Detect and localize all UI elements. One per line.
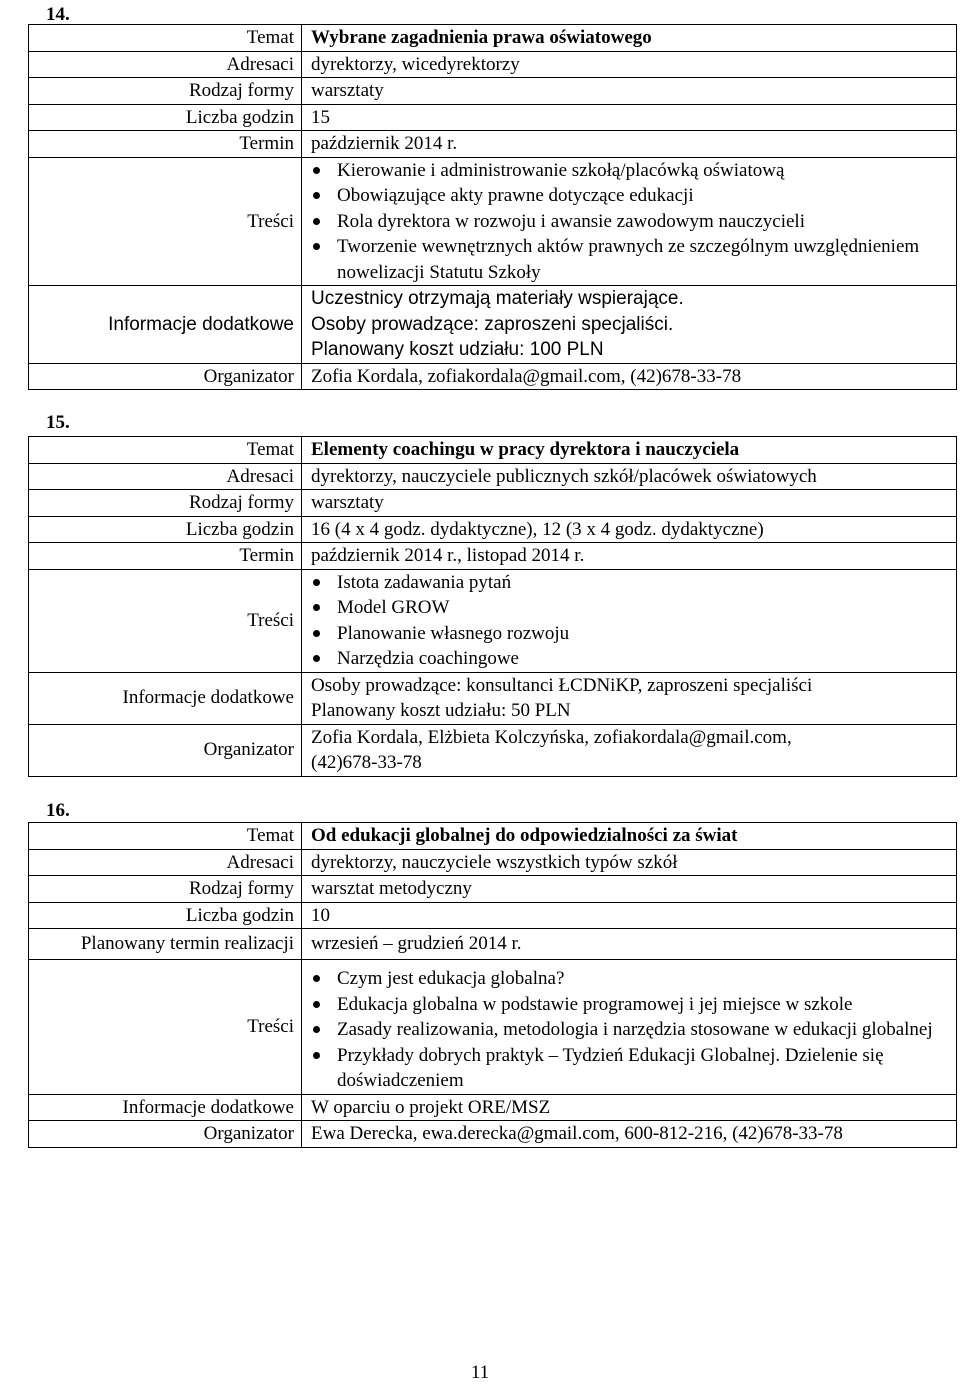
row-rodzaj — [29, 876, 957, 903]
row-temat — [29, 437, 957, 464]
row-termin — [29, 929, 957, 960]
label-rodzaj: Rodzaj formy — [29, 78, 302, 105]
label-godzin: Liczba godzin — [29, 516, 302, 543]
row-organizator — [29, 724, 957, 776]
value-adresaci: dyrektorzy, nauczyciele publicznych szkół/placówek oświatowych — [302, 463, 957, 490]
content-list — [311, 158, 950, 286]
value-tresci — [302, 157, 957, 286]
organizer-line: Zofia Kordala, Elżbieta Kolczyńska, zofiakordala@gmail.com, — [311, 726, 792, 748]
label-tresci: Treści — [29, 157, 302, 286]
row-organizator — [29, 1121, 957, 1148]
row-info — [29, 286, 957, 364]
list-item: Obowiązujące akty prawne dotyczące edukacji — [311, 183, 950, 209]
course-table — [28, 24, 957, 390]
list-item: Model GROW — [311, 595, 950, 621]
content-list — [311, 966, 950, 1094]
label-organizator: Organizator — [29, 1121, 302, 1148]
row-rodzaj — [29, 490, 957, 517]
info-line: Planowany koszt udziału: 50 PLN — [311, 700, 571, 721]
list-item: Kierowanie i administrowanie szkołą/placówką oświatową — [311, 158, 950, 184]
label-temat: Temat — [29, 25, 302, 52]
list-item: Narzędzia coachingowe — [311, 646, 950, 672]
page-number: 11 — [470, 1362, 490, 1383]
value-adresaci: dyrektorzy, wicedyrektorzy — [302, 51, 957, 78]
label-info: Informacje dodatkowe — [29, 672, 302, 724]
value-temat: Elementy coachingu w pracy dyrektora i nauczyciela — [302, 437, 957, 464]
info-line: Uczestnicy otrzymają materiały wspierające. — [311, 288, 684, 309]
row-adresaci — [29, 849, 957, 876]
label-adresaci: Adresaci — [29, 51, 302, 78]
value-godzin: 15 — [302, 104, 957, 131]
course-table — [28, 822, 957, 1148]
info-line: Osoby prowadzące: zaproszeni specjaliści. — [311, 313, 674, 335]
organizer-line: (42)678-33-78 — [311, 752, 422, 773]
row-tresci — [29, 157, 957, 286]
label-organizator: Organizator — [29, 363, 302, 390]
value-organizator: Zofia Kordala, zofiakordala@gmail.com, (42)678-33-78 — [302, 363, 957, 390]
label-tresci: Treści — [29, 569, 302, 672]
label-info: Informacje dodatkowe — [29, 286, 302, 364]
list-item: Przykłady dobrych praktyk – Tydzień Edukacji Globalnej. Dzielenie się doświadczeniem — [311, 1043, 950, 1094]
value-rodzaj: warsztaty — [302, 490, 957, 517]
value-rodzaj: warsztaty — [302, 78, 957, 105]
label-info: Informacje dodatkowe — [29, 1094, 302, 1121]
value-tresci — [302, 569, 957, 672]
value-termin: październik 2014 r., listopad 2014 r. — [302, 543, 957, 570]
course-table — [28, 436, 957, 777]
row-termin — [29, 543, 957, 570]
info-line: Osoby prowadzące: konsultanci ŁCDNiKP, zaproszeni specjaliści — [311, 674, 813, 696]
row-adresaci — [29, 463, 957, 490]
list-item: Edukacja globalna w podstawie programowej i jej miejsce w szkole — [311, 992, 950, 1018]
value-info: W oparciu o projekt ORE/MSZ — [302, 1094, 957, 1121]
row-godzin — [29, 104, 957, 131]
list-item: Planowanie własnego rozwoju — [311, 621, 950, 647]
list-item: Czym jest edukacja globalna? — [311, 966, 950, 992]
label-godzin: Liczba godzin — [29, 104, 302, 131]
section-number: 15. — [46, 412, 70, 433]
value-godzin: 10 — [302, 902, 957, 929]
label-rodzaj: Rodzaj formy — [29, 876, 302, 903]
row-godzin — [29, 516, 957, 543]
value-organizator — [302, 724, 957, 776]
value-organizator: Ewa Derecka, ewa.derecka@gmail.com, 600-812-216, (42)678-33-78 — [302, 1121, 957, 1148]
info-line: Planowany koszt udziału: 100 PLN — [311, 339, 604, 360]
label-adresaci: Adresaci — [29, 463, 302, 490]
value-temat: Od edukacji globalnej do odpowiedzialności za świat — [302, 823, 957, 850]
label-temat: Temat — [29, 437, 302, 464]
row-info — [29, 672, 957, 724]
label-termin: Termin — [29, 543, 302, 570]
value-info — [302, 286, 957, 364]
label-termin: Planowany termin realizacji — [29, 929, 302, 960]
label-rodzaj: Rodzaj formy — [29, 490, 302, 517]
section-number: 16. — [46, 800, 70, 821]
row-termin — [29, 131, 957, 158]
value-adresaci: dyrektorzy, nauczyciele wszystkich typów szkół — [302, 849, 957, 876]
label-temat: Temat — [29, 823, 302, 850]
content-list — [311, 570, 950, 672]
list-item: Zasady realizowania, metodologia i narzędzia stosowane w edukacji globalnej — [311, 1017, 950, 1043]
label-godzin: Liczba godzin — [29, 902, 302, 929]
value-temat: Wybrane zagadnienia prawa oświatowego — [302, 25, 957, 52]
list-item: Tworzenie wewnętrznych aktów prawnych ze szczególnym uwzględnieniem nowelizacji Statutu Szkoły — [311, 234, 950, 285]
row-organizator — [29, 363, 957, 390]
value-rodzaj: warsztat metodyczny — [302, 876, 957, 903]
list-item: Istota zadawania pytań — [311, 570, 950, 596]
row-adresaci — [29, 51, 957, 78]
list-item: Rola dyrektora w rozwoju i awansie zawodowym nauczycieli — [311, 209, 950, 235]
value-termin: październik 2014 r. — [302, 131, 957, 158]
row-tresci — [29, 960, 957, 1095]
row-temat — [29, 25, 957, 52]
label-tresci: Treści — [29, 960, 302, 1095]
row-rodzaj — [29, 78, 957, 105]
row-info — [29, 1094, 957, 1121]
row-tresci — [29, 569, 957, 672]
value-tresci — [302, 960, 957, 1095]
section-number: 14. — [46, 4, 70, 25]
label-termin: Termin — [29, 131, 302, 158]
value-godzin: 16 (4 x 4 godz. dydaktyczne), 12 (3 x 4 godz. dydaktyczne) — [302, 516, 957, 543]
value-termin: wrzesień – grudzień 2014 r. — [302, 929, 957, 960]
row-temat — [29, 823, 957, 850]
label-organizator: Organizator — [29, 724, 302, 776]
value-info — [302, 672, 957, 724]
row-godzin — [29, 902, 957, 929]
label-adresaci: Adresaci — [29, 849, 302, 876]
